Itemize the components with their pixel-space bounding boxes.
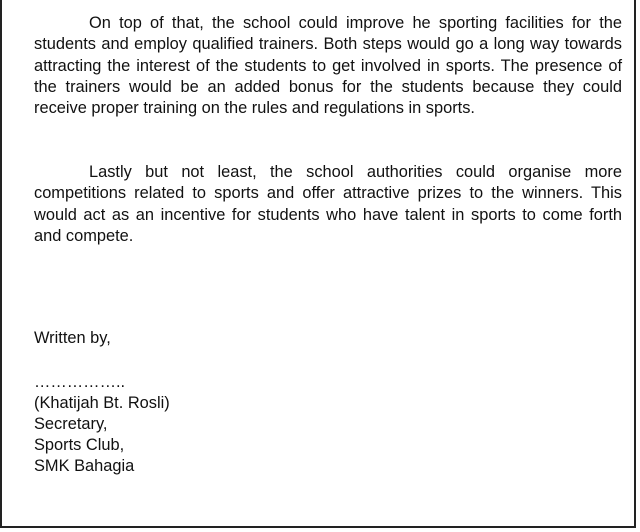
signatory-club: Sports Club,	[34, 436, 125, 454]
body-paragraph-2	[34, 162, 622, 247]
paragraph-1-text: On top of that, the school could improve he sporting facilities for the students and employ qualified trainers. Both steps would go a long way towards attracting the interest of the students to get involved in sports. The presence of the trainers would be an added bonus for the students because they could receive proper training on the rules and regulations in sports.	[34, 14, 622, 118]
written-by-label: Written by,	[34, 329, 111, 347]
body-paragraph-1	[34, 13, 622, 119]
signatory-name: (Khatijah Bt. Rosli)	[34, 394, 170, 412]
paragraph-2-text: Lastly but not least, the school authorities could organise more competitions related to sports and offer attractive prizes to the winners. This would act as an incentive for students who have talent in sports to come forth and compete.	[34, 163, 622, 245]
signatory-school: SMK Bahagia	[34, 457, 135, 475]
signatory-title: Secretary,	[34, 415, 108, 433]
signature-dots: ……………..	[34, 373, 126, 391]
